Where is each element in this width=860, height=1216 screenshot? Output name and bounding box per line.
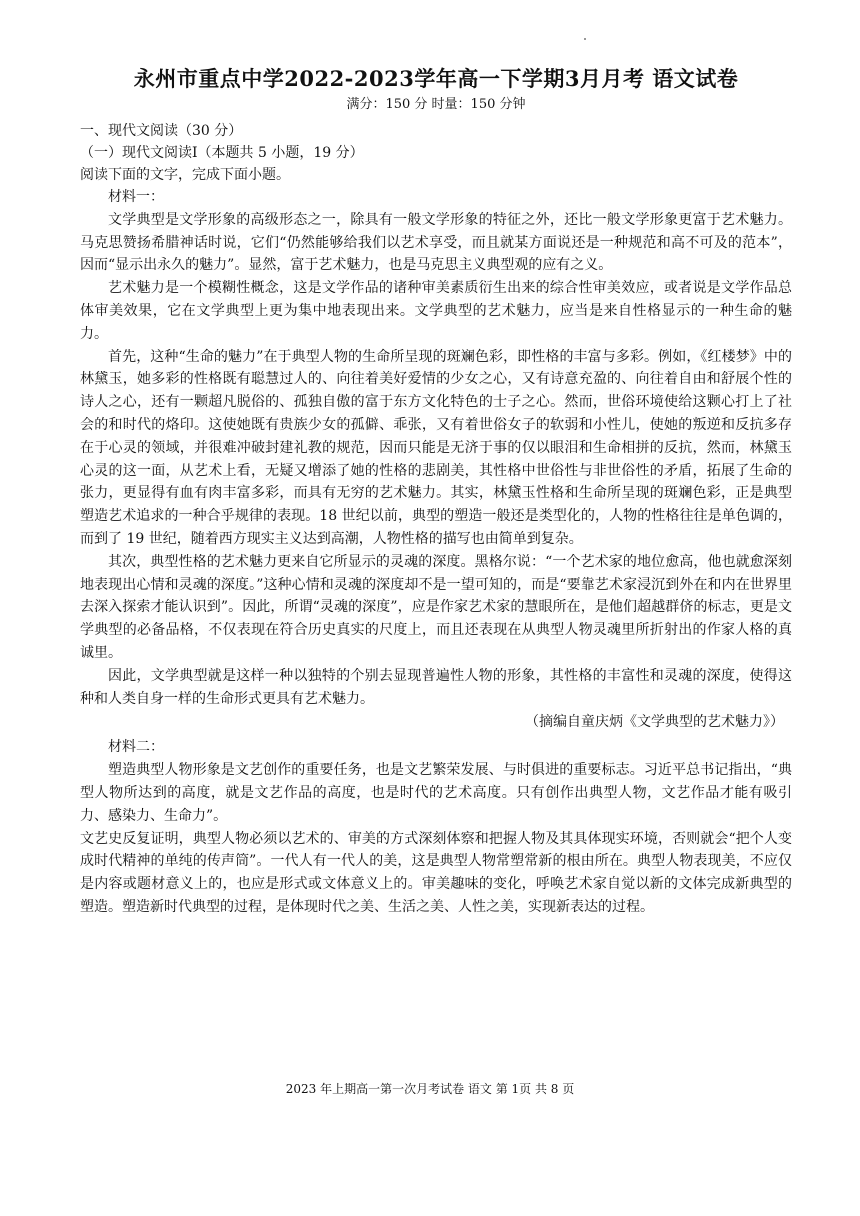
page-footer: 2023 年上期高一第一次月考试卷 语文 第 1页 共 8 页 xyxy=(285,1082,575,1096)
section-subheading: （一）现代文阅读Ⅰ（本题共 5 小题，19 分） xyxy=(80,145,364,161)
material1-paragraph-3: 首先，这种“生命的魅力”在于典型人物的生命所呈现的斑斓色彩，即性格的丰富与多彩。例如，《红楼梦》中的林黛玉，她多彩的性格既有聪慧过人的、向往着美好爱情的少女之心，又有诗意充盈的、向往着自由和舒展个性的诗人之心，还有一颗超凡脱俗的、孤独自傲的富于东方文化特色的士子之心。然而，世俗环境使给这颗心打上了社会的和时代的烙印。这使她既有贵族少女的孤僻、乖张，又有着世俗女子的软弱和小性儿，使她的叛逆和反抗多存在于心灵的领域，并很难冲破封建礼教的规范，因而只能是无济于事的仅以眼泪和生命相拼的反抗，然而，林黛玉心灵的这一面，从艺术上看，无疑又增添了她的性格的悲剧美，其性格中世俗性与非世俗性的矛盾，拓展了生命的张力，更显得有血有肉丰富多彩，而具有无穷的艺术魅力。其实，林黛玉性格和生命所呈现的斑斓色彩，正是典型塑造艺术追求的一种合乎规律的表现。18 世纪以前，典型的塑造一般还是类型化的，人物的性格往往是单色调的，而到了 19 世纪，随着西方现实主义达到高潮，人物性格的描写也由简单到复杂。 xyxy=(80,348,792,547)
material2-label: 材料二： xyxy=(108,739,164,756)
material1-paragraph-1: 文学典型是文学形象的高级形态之一，除具有一般文学形象的特征之外，还比一般文学形象更富于艺术魅力。马克思赞扬希腊神话时说，它们“仍然能够给我们以艺术享受，而且就某方面说还是一种规范和高不可及的范本”，因而“显示出永久的魅力”。显然，富于艺术魅力，也是马克思主义典型观的应有之义。 xyxy=(80,211,792,274)
exam-title: 永州市重点中学2022-2023学年高一下学期3月月考 语文试卷 xyxy=(133,66,739,91)
material2-paragraph-1: 塑造典型人物形象是文艺创作的重要任务，也是文艺繁荣发展、与时俱进的重要标志。习近平总书记指出，“典型人物所达到的高度，就是文艺作品的高度，也是时代的艺术高度。只有创作出典型人物，文艺作品才能有吸引力、感染力、生命力”。 xyxy=(80,762,792,824)
material2-paragraph-2: 文艺史反复证明，典型人物必须以艺术的、审美的方式深刻体察和把握人物及其具体现实环境，否则就会“把个人变成时代精神的单纯的传声筒”。一代人有一代人的美，这是典型人物常塑常新的根由所在。典型人物表现美，不应仅是内容或题材意义上的，也应是形式或文体意义上的。审美趣味的变化，呼唤艺术家自觉以新的文体完成新典型的塑造。塑造新时代典型的过程，是体现时代之美、生活之美、人性之美，实现新表达的过程。 xyxy=(80,830,792,915)
exam-page xyxy=(80,62,792,919)
scan-dot xyxy=(584,38,586,40)
section-heading: 一、现代文阅读（30 分） xyxy=(80,123,243,139)
material1-paragraph-5: 因此，文学典型就是这样一种以独特的个别去显现普遍性人物的形象，其性格的丰富性和灵魂的深度，使得这种和人类自身一样的生命形式更具有艺术魅力。 xyxy=(80,667,792,707)
material1-paragraph-4: 其次，典型性格的艺术魅力更来自它所显示的灵魂的深度。黑格尔说：“一个艺术家的地位愈高，他也就愈深刻地表现出心情和灵魂的深度。”这种心情和灵魂的深度却不是一望可知的，而是“要靠艺术家浸沉到外在和内在世界里去深入探索才能认识到”。因此，所谓“灵魂的深度”，应是作家艺术家的慧眼所在，是他们超越群侪的标志，更是文学典型的必备品格，不仅表现在符合历史真实的尺度上，而且还表现在从典型人物灵魂里所折射出的作家人格的真诚里。 xyxy=(80,553,792,661)
material1-source: （摘编自童庆炳《文学典型的艺术魅力》） xyxy=(525,714,784,731)
material1-paragraph-2: 艺术魅力是一个模糊性概念，这是文学作品的诸种审美素质衍生出来的综合性审美效应，或者说是文学作品总体审美效果，它在文学典型上更为集中地表现出来。文学典型的艺术魅力，应当是来自性格显示的一种生命的魅力。 xyxy=(80,280,792,342)
exam-subtitle: 满分：150 分 时量：150 分钟 xyxy=(346,97,526,112)
reading-instruction: 阅读下面的文字，完成下面小题。 xyxy=(80,167,290,183)
material1-label: 材料一： xyxy=(108,189,164,205)
